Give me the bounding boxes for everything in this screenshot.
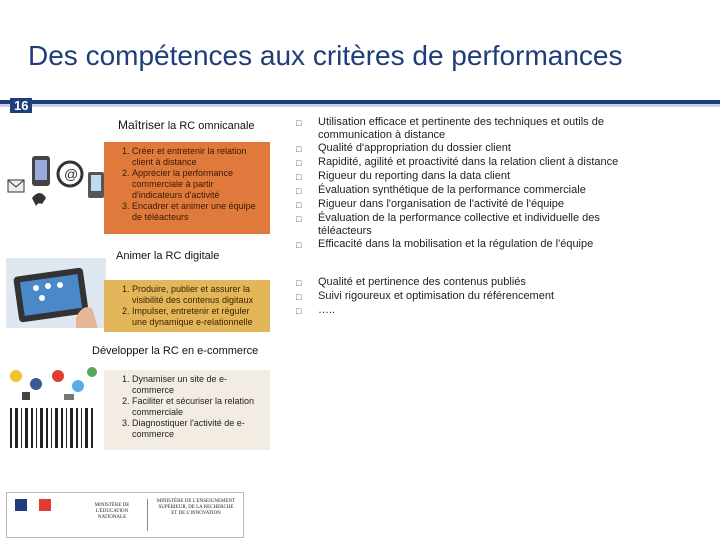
criteria-list-1: [296, 116, 656, 252]
tablet-image: [6, 258, 106, 328]
square-bullet-icon: □: [296, 186, 302, 196]
competence-item: 3. Diagnostiquer l'activité de e-commerce: [132, 418, 264, 440]
criteria-item: □ Rapidité, agilité et proactivité dans la relation client à distance: [296, 156, 619, 168]
section-title-omnicanale: [118, 118, 255, 132]
competence-item: 1. Créer et entretenir la relation client à distance: [132, 146, 264, 168]
competence-item: 2. Impulser, entretenir et réguler une dynamique e-relationnelle: [132, 306, 264, 328]
page-title: Des compétences aux critères de performances: [28, 40, 623, 71]
competence-box-omnicanale: [104, 142, 270, 234]
ministry-logo: [6, 492, 244, 538]
competence-item: 2. Faciliter et sécuriser la relation commerciale: [132, 396, 264, 418]
competence-box-digitale: [104, 280, 270, 332]
criteria-item: □ Évaluation de la performance collective et individuelle des téléacteurs: [296, 212, 600, 237]
competence-item: 1. Produire, publier et assurer la visibilité des contenus digitaux: [132, 284, 264, 306]
competence-item: 1. Dynamiser un site de e-commerce: [132, 374, 264, 396]
french-flag-icon: [15, 499, 51, 511]
square-bullet-icon: □: [296, 240, 302, 250]
competence-box-ecommerce: [104, 370, 270, 450]
criteria-item: □ …..: [296, 304, 336, 316]
square-bullet-icon: □: [296, 278, 302, 288]
square-bullet-icon: □: [296, 306, 302, 316]
section-title-bold: Maîtriser: [118, 118, 165, 132]
svg-text:@: @: [64, 166, 79, 182]
criteria-item: □ Efficacité dans la mobilisation et la régulation de l'équipe: [296, 238, 594, 250]
criteria-list-2: [296, 276, 656, 318]
competence-item: 3. Encadrer et animer une équipe de téléacteurs: [132, 201, 264, 223]
ecommerce-barcode-image: [6, 364, 100, 458]
logo-divider: [147, 499, 148, 531]
section-title-digitale: Animer la RC digitale: [116, 250, 220, 262]
square-bullet-icon: □: [296, 172, 302, 182]
criteria-item: □ Rigueur du reporting dans la data client: [296, 170, 511, 182]
criteria-item: □ Qualité et pertinence des contenus publiés: [296, 276, 526, 288]
ministry-higher-education-label: MINISTÈRE DE L'ENSEIGNEMENT SUPÉRIEUR, DE LA RECHERCHE ET DE L'INNOVATION: [156, 499, 236, 516]
section-title-rest: la RC omnicanale: [164, 120, 255, 132]
square-bullet-icon: □: [296, 214, 302, 224]
ministry-education-label: MINISTÈRE DE L'ÉDUCATION NATIONALE: [94, 503, 130, 520]
page-number: 16: [10, 98, 32, 113]
square-bullet-icon: □: [296, 118, 302, 128]
header-divider-shadow: [0, 104, 720, 107]
square-bullet-icon: □: [296, 292, 302, 302]
criteria-item: □ Qualité d'appropriation du dossier client: [296, 142, 511, 154]
section-title-ecommerce: Développer la RC en e-commerce: [92, 345, 259, 357]
square-bullet-icon: □: [296, 144, 302, 154]
criteria-item: □ Utilisation efficace et pertinente des techniques et outils de communication à distance: [296, 116, 604, 141]
criteria-item: □ Évaluation synthétique de la performance commerciale: [296, 184, 586, 196]
criteria-item: □ Rigueur dans l'organisation de l'activité de l'équipe: [296, 198, 565, 210]
communication-icons-image: [6, 150, 110, 220]
square-bullet-icon: □: [296, 200, 302, 210]
criteria-item: □ Suivi rigoureux et optimisation du référencement: [296, 290, 555, 302]
square-bullet-icon: □: [296, 158, 302, 168]
competence-item: 2. Apprécier la performance commerciale à partir d'indicateurs d'activité: [132, 168, 264, 201]
